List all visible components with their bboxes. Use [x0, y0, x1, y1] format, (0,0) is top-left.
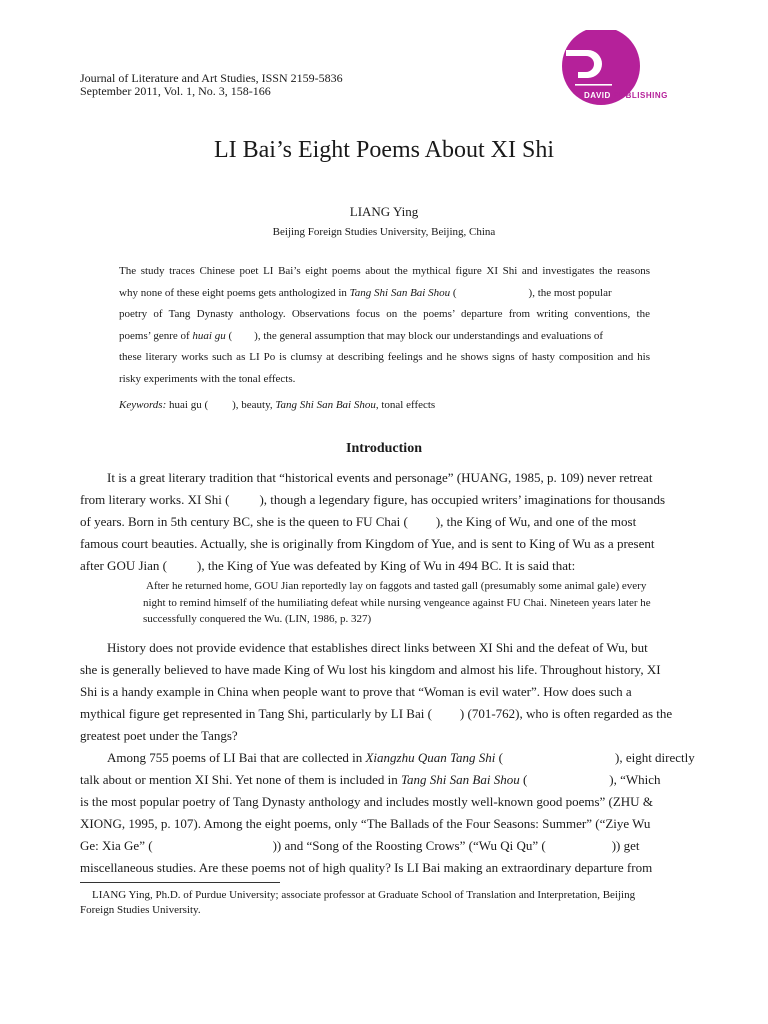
- abstract-line: why none of these eight poems gets anthologized in Tang Shi San Bai Shou ( ), the most popular: [119, 286, 612, 299]
- body-line: Among 755 poems of LI Bai that are collected in Xiangzhu Quan Tang Shi ( ), eight directly: [107, 750, 695, 765]
- logo-wordmark-right: PUBLISHING: [613, 91, 668, 100]
- abstract-line: these literary works such as LI Po is clumsy at describing feelings and he shows signs of hasty composition and his: [119, 351, 650, 363]
- footnote-line: LIANG Ying, Ph.D. of Purdue University; associate professor at Graduate School of Translation and Interpretation, Beijing: [92, 889, 636, 901]
- body-line: mythical figure get represented in Tang Shi, particularly by LI Bai ( ) (701-762), who is often regarded as the: [80, 706, 673, 721]
- body-line: History does not provide evidence that establishes direct links between XI Shi and the defeat of Wu, but: [107, 640, 648, 655]
- quote-line: After he returned home, GOU Jian reportedly lay on faggots and tasted gall (presumably some animal gale) every: [146, 580, 647, 592]
- keywords-label: Keywords:: [119, 399, 167, 411]
- logo-wordmark-left: DAVID: [584, 91, 611, 100]
- author-footnote: [80, 888, 688, 918]
- body-line: talk about or mention XI Shi. Yet none of them is included in Tang Shi San Bai Shou ( ), “Which: [80, 772, 661, 787]
- section-heading-introduction: Introduction: [346, 441, 422, 456]
- journal-info: [80, 72, 343, 98]
- footnote-rule: [80, 882, 280, 883]
- body-line: she is generally believed to have made King of Wu lost his kingdom and almost his life. Throughout history, XI: [80, 662, 661, 677]
- author-affiliation: Beijing Foreign Studies University, Beijing, China: [272, 226, 496, 238]
- keywords: Keywords: huai gu ( ), beauty, Tang Shi San Bai Shou, tonal effects: [119, 399, 436, 411]
- abstract-line: risky experiments with the tonal effects.: [119, 372, 296, 385]
- abstract-line: poetry of Tang Dynasty anthology. Observations focus on the poems’ departure from writing conventions, the: [119, 308, 650, 320]
- body-line: XIONG, 1995, p. 107). Among the eight poems, only “The Ballads of the Four Seasons: Summer” (“Ziye Wu: [80, 816, 651, 831]
- body-paragraphs: [80, 637, 695, 879]
- journal-name: Journal of Literature and Art Studies, ISSN 2159-5836: [80, 71, 343, 85]
- body-line: famous court beauties. Actually, she is originally from Kingdom of Yue, and is sent to King of Wu as a present: [80, 536, 655, 551]
- quote-line: successfully conquered the Wu. (LIN, 1986, p. 327): [143, 613, 372, 625]
- logo-wordmark: [584, 91, 668, 100]
- journal-issue: September 2011, Vol. 1, No. 3, 158-166: [80, 84, 271, 98]
- abstract-line: The study traces Chinese poet LI Bai’s eight poems about the mythical figure XI Shi and investigates the reasons: [119, 265, 650, 277]
- paper-title: LI Bai’s Eight Poems About XI Shi: [213, 137, 554, 163]
- abstract-line: poems’ genre of huai gu ( ), the general assumption that may block our understandings and evaluations of: [119, 329, 604, 342]
- body-line: after GOU Jian ( ), the King of Yue was defeated by King of Wu in 494 BC. It is said that:: [80, 558, 576, 573]
- footnote-line: Foreign Studies University.: [80, 904, 201, 916]
- body-line: It is a great literary tradition that “historical events and personage” (HUANG, 1985, p. 109) never retreat: [107, 470, 653, 485]
- body-line: greatest poet under the Tangs?: [80, 728, 238, 743]
- intro-paragraph: [80, 467, 688, 577]
- body-line: Ge: Xia Ge” ( )) and “Song of the Roosting Crows” (“Wu Qi Qu” ( )) get: [80, 838, 640, 853]
- body-line: miscellaneous studies. Are these poems not of high quality? Is LI Bai making an extraordinary departure from: [80, 860, 653, 875]
- quote-line: night to remind himself of the humiliating defeat while nursing vengeance against FU Chai. Nineteen years later he: [143, 596, 651, 609]
- block-quote: [143, 578, 688, 628]
- abstract: [119, 261, 650, 390]
- body-line: Shi is a handy example in China when people want to prove that “Woman is evil water”. How does such a: [80, 684, 632, 699]
- author-name: LIANG Ying: [349, 204, 419, 219]
- body-line: of years. Born in 5th century BC, she is the queen to FU Chai ( ), the King of Wu, and one of the most: [80, 514, 637, 529]
- body-line: from literary works. XI Shi ( ), though a legendary figure, has occupied writers’ imaginations for thousands: [80, 492, 666, 507]
- body-line: is the most popular poetry of Tang Dynasty anthology and includes mostly well-known good poems” (ZHU &: [80, 794, 653, 809]
